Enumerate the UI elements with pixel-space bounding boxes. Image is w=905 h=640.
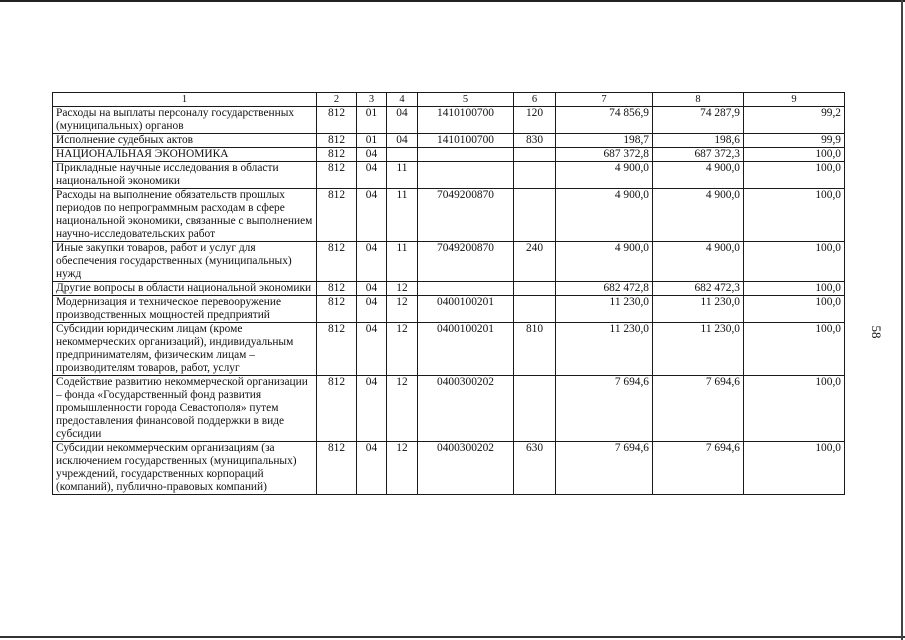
subsection-cell: 12	[387, 323, 418, 376]
scan-edge-top	[0, 0, 905, 2]
percent-cell: 100,0	[744, 282, 845, 296]
admin-code-cell: 812	[317, 189, 357, 242]
expense-type-cell: 630	[514, 442, 556, 495]
budget-table	[52, 92, 845, 495]
planned-amount-cell: 687 372,8	[556, 148, 653, 162]
subsection-cell: 12	[387, 376, 418, 442]
table-row	[53, 134, 845, 148]
executed-amount-cell: 7 694,6	[653, 376, 744, 442]
table-row	[53, 162, 845, 189]
row-name-cell: Субсидии юридическим лицам (кроме некоммерческих организаций), индивидуальным предпринимателям, физическим лицам – производителям товаров, работ, услуг	[53, 323, 317, 376]
table-row	[53, 148, 845, 162]
section-cell: 01	[357, 134, 387, 148]
table-row	[53, 242, 845, 282]
target-code-cell: 7049200870	[418, 189, 514, 242]
expense-type-cell	[514, 296, 556, 323]
planned-amount-cell: 4 900,0	[556, 242, 653, 282]
executed-amount-cell: 4 900,0	[653, 162, 744, 189]
column-header: 2	[317, 93, 357, 107]
percent-cell: 100,0	[744, 162, 845, 189]
admin-code-cell: 812	[317, 242, 357, 282]
admin-code-cell: 812	[317, 107, 357, 134]
row-name-cell: Расходы на выполнение обязательств прошлых периодов по непрограммным расходам в сфере национальной экономики, связанные с выполнением научно-исследовательских работ	[53, 189, 317, 242]
column-header: 6	[514, 93, 556, 107]
subsection-cell: 04	[387, 107, 418, 134]
subsection-cell: 04	[387, 134, 418, 148]
expense-type-cell: 810	[514, 323, 556, 376]
expense-type-cell	[514, 376, 556, 442]
section-cell: 04	[357, 376, 387, 442]
percent-cell: 100,0	[744, 376, 845, 442]
subsection-cell: 11	[387, 162, 418, 189]
column-header: 7	[556, 93, 653, 107]
admin-code-cell: 812	[317, 323, 357, 376]
row-name-cell: Модернизация и техническое перевооружение производственных мощностей предприятий	[53, 296, 317, 323]
executed-amount-cell: 198,6	[653, 134, 744, 148]
section-cell: 04	[357, 242, 387, 282]
header-row	[53, 93, 845, 107]
table-row	[53, 282, 845, 296]
planned-amount-cell: 11 230,0	[556, 323, 653, 376]
scan-edge-right	[901, 0, 903, 640]
expense-type-cell	[514, 282, 556, 296]
planned-amount-cell: 7 694,6	[556, 376, 653, 442]
subsection-cell: 12	[387, 282, 418, 296]
percent-cell: 100,0	[744, 442, 845, 495]
target-code-cell: 1410100700	[418, 134, 514, 148]
percent-cell: 99,2	[744, 107, 845, 134]
expense-type-cell: 120	[514, 107, 556, 134]
row-name-cell: Иные закупки товаров, работ и услуг для обеспечения государственных (муниципальных) нужд	[53, 242, 317, 282]
row-name-cell: Прикладные научные исследования в области национальной экономики	[53, 162, 317, 189]
expense-type-cell: 830	[514, 134, 556, 148]
expense-type-cell: 240	[514, 242, 556, 282]
expense-type-cell	[514, 189, 556, 242]
target-code-cell: 7049200870	[418, 242, 514, 282]
subsection-cell: 12	[387, 296, 418, 323]
column-header: 5	[418, 93, 514, 107]
percent-cell: 100,0	[744, 148, 845, 162]
admin-code-cell: 812	[317, 282, 357, 296]
row-name-cell: Расходы на выплаты персоналу государственных (муниципальных) органов	[53, 107, 317, 134]
table-body	[53, 107, 845, 495]
table-row	[53, 296, 845, 323]
target-code-cell	[418, 162, 514, 189]
row-name-cell: Другие вопросы в области национальной экономики	[53, 282, 317, 296]
section-cell: 04	[357, 282, 387, 296]
table-row	[53, 323, 845, 376]
expense-type-cell	[514, 162, 556, 189]
subsection-cell	[387, 148, 418, 162]
row-name-cell: НАЦИОНАЛЬНАЯ ЭКОНОМИКА	[53, 148, 317, 162]
row-name-cell: Субсидии некоммерческим организациям (за исключением государственных (муниципальных) учреждений, государственных корпораций (компаний), публично-правовых компаний)	[53, 442, 317, 495]
percent-cell: 100,0	[744, 323, 845, 376]
table-row	[53, 189, 845, 242]
percent-cell: 100,0	[744, 242, 845, 282]
executed-amount-cell: 74 287,9	[653, 107, 744, 134]
admin-code-cell: 812	[317, 134, 357, 148]
section-cell: 04	[357, 162, 387, 189]
admin-code-cell: 812	[317, 442, 357, 495]
subsection-cell: 11	[387, 242, 418, 282]
target-code-cell: 0400300202	[418, 376, 514, 442]
column-header: 1	[53, 93, 317, 107]
executed-amount-cell: 11 230,0	[653, 296, 744, 323]
target-code-cell: 0400300202	[418, 442, 514, 495]
table-row	[53, 442, 845, 495]
percent-cell: 100,0	[744, 189, 845, 242]
executed-amount-cell: 4 900,0	[653, 242, 744, 282]
percent-cell: 100,0	[744, 296, 845, 323]
admin-code-cell: 812	[317, 376, 357, 442]
subsection-cell: 12	[387, 442, 418, 495]
executed-amount-cell: 4 900,0	[653, 189, 744, 242]
section-cell: 04	[357, 442, 387, 495]
planned-amount-cell: 11 230,0	[556, 296, 653, 323]
planned-amount-cell: 682 472,8	[556, 282, 653, 296]
table-row	[53, 376, 845, 442]
row-name-cell: Исполнение судебных актов	[53, 134, 317, 148]
expense-type-cell	[514, 148, 556, 162]
row-name-cell: Содействие развитию некоммерческой организации – фонда «Государственный фонд развития промышленности города Севастополя» путем предоставления финансовой поддержки в виде субсидии	[53, 376, 317, 442]
page-number: 58	[869, 325, 884, 339]
executed-amount-cell: 687 372,3	[653, 148, 744, 162]
scan-edge-bottom	[0, 636, 905, 638]
admin-code-cell: 812	[317, 148, 357, 162]
planned-amount-cell: 74 856,9	[556, 107, 653, 134]
subsection-cell: 11	[387, 189, 418, 242]
target-code-cell: 1410100700	[418, 107, 514, 134]
executed-amount-cell: 11 230,0	[653, 323, 744, 376]
section-cell: 04	[357, 323, 387, 376]
admin-code-cell: 812	[317, 162, 357, 189]
target-code-cell	[418, 282, 514, 296]
table-header	[53, 93, 845, 107]
column-header: 8	[653, 93, 744, 107]
column-header: 4	[387, 93, 418, 107]
target-code-cell: 0400100201	[418, 323, 514, 376]
section-cell: 04	[357, 148, 387, 162]
section-cell: 04	[357, 296, 387, 323]
planned-amount-cell: 4 900,0	[556, 162, 653, 189]
executed-amount-cell: 682 472,3	[653, 282, 744, 296]
section-cell: 04	[357, 189, 387, 242]
column-header: 9	[744, 93, 845, 107]
section-cell: 01	[357, 107, 387, 134]
planned-amount-cell: 198,7	[556, 134, 653, 148]
column-header: 3	[357, 93, 387, 107]
admin-code-cell: 812	[317, 296, 357, 323]
target-code-cell: 0400100201	[418, 296, 514, 323]
executed-amount-cell: 7 694,6	[653, 442, 744, 495]
planned-amount-cell: 7 694,6	[556, 442, 653, 495]
target-code-cell	[418, 148, 514, 162]
table-row	[53, 107, 845, 134]
planned-amount-cell: 4 900,0	[556, 189, 653, 242]
percent-cell: 99,9	[744, 134, 845, 148]
